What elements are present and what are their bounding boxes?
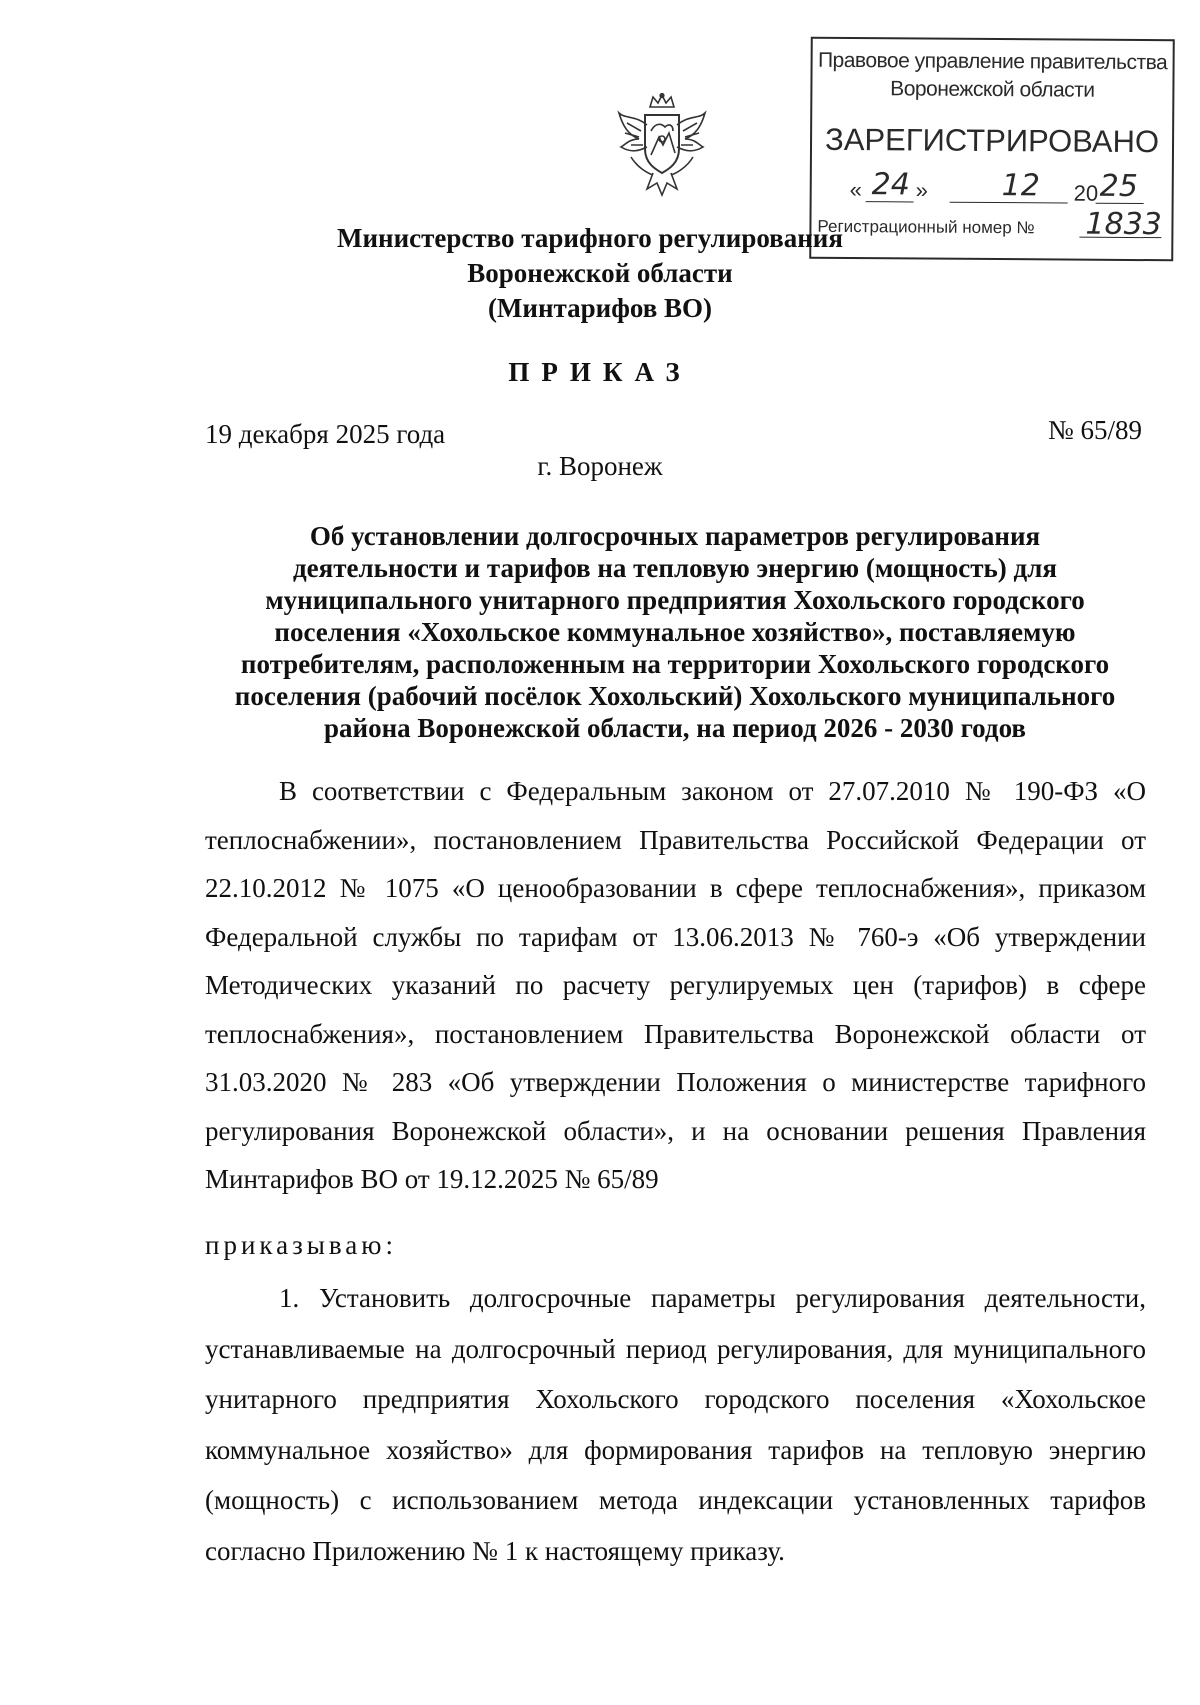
stamp-date	[849, 167, 1160, 209]
coat-of-arms-emblem	[617, 93, 707, 198]
order-title	[205, 520, 1145, 744]
title-line: Об установлении долгосрочных параметров регулирования	[309, 521, 1041, 551]
title-line: поселения (рабочий посёлок Хохольский) Хохольского муниципального	[234, 681, 1116, 711]
stamp-reg-number-label: Регистрационный номер №	[817, 216, 1035, 238]
stamp-registered-label: ЗАРЕГИСТРИРОВАНО	[824, 121, 1160, 160]
stamp-authority-line2: Воронежской области	[890, 77, 1095, 102]
org-name-line3: (Минтарифов ВО)	[487, 293, 713, 323]
order-word: приказываю:	[205, 1230, 397, 1260]
title-line: поселения «Хохольское коммунальное хозяйство», поставляемую	[274, 617, 1076, 647]
stamp-quote-open: «	[849, 177, 863, 203]
stamp-day-handwritten: 24	[871, 167, 911, 203]
stamp-year-printed: 20	[1073, 180, 1099, 206]
title-line: муниципального унитарного предприятия Хохольского городского	[265, 585, 1085, 615]
order-date: 19 декабря 2025 года	[205, 419, 446, 449]
title-line: деятельности и тарифов на тепловую энергию (мощность) для	[293, 553, 1057, 583]
preamble-paragraph: В соответствии с Федеральным законом от 27.07.2010 № 190-ФЗ «О теплоснабжении», постановлением Правительства Российской Федерации от 22.10.2012 № 1075 «О ценообразовании в сфере теплоснабжения», приказом Федеральной службы по тарифам от 13.06.2013 № 760-э «Об утверждении Методических указаний по расчету регулируемых цен (тарифов) в сфере теплоснабжения», постановлением Правительства Воронежской области от 31.03.2020 № 283 «Об утверждении Положения о министерстве тарифного регулирования Воронежской области», и на основании решения Правления Минтарифов ВО от 19.12.2025 № 65/89	[205, 776, 1146, 1194]
stamp-quote-close: »	[915, 177, 929, 203]
order-number: № 65/89	[1048, 415, 1143, 445]
org-name-line1: Министерство тарифного регулирования	[337, 223, 843, 253]
stamp-reg-number-handwritten: 1833	[1085, 206, 1162, 243]
title-line: района Воронежской области, на период 2026 - 2030 годов	[324, 713, 1026, 743]
title-line: потребителям, расположенным на территории Хохольского городского	[240, 649, 1110, 679]
org-name-line2: Воронежской области	[467, 258, 733, 288]
order-city: г. Воронеж	[537, 451, 663, 481]
stamp-year-handwritten: 25	[1099, 168, 1139, 205]
item-1-paragraph: 1. Установить долгосрочные параметры регулирования деятельности, устанавливаемые на долгосрочный период регулирования, для муниципального унитарного предприятия Хохольского городского поселения «Хохольское коммунальное хозяйство» для формирования тарифов на тепловую энергию (мощность) с использованием метода индексации установленных тарифов согласно Приложению № 1 к настоящему приказу.	[205, 1283, 1146, 1566]
stamp-authority-line1: Правовое управление правительства	[817, 48, 1168, 75]
doc-type-heading: ПРИКАЗ	[508, 357, 692, 387]
stamp-month-handwritten: 12	[1001, 168, 1041, 204]
